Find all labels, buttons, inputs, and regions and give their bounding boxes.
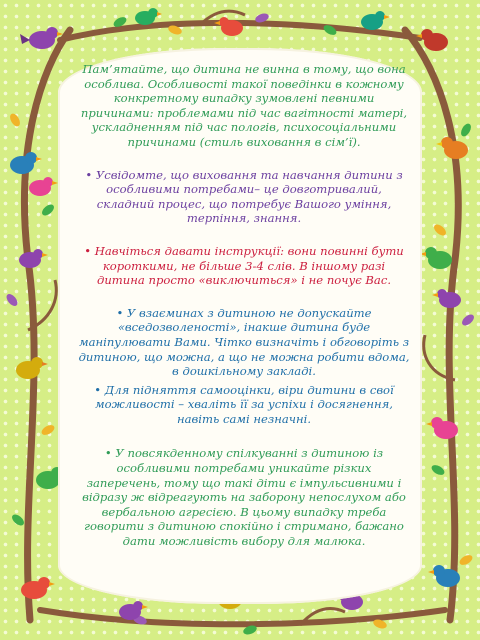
content	[78, 62, 410, 549]
paragraph-5: • Для підняття самооцінки, віри дитини в свої можливості – хваліть її за успіхи і досягнення, навіть самі незначні.	[78, 383, 410, 427]
paragraph-2: • Усвідомте, що виховання та навчання дитини з особливими потребами– це довготривалий, складний процес, що потребує Вашого уміння, терпіння, знання.	[78, 168, 410, 226]
paragraph-4: • У взаєминах з дитиною не допускайте «вседозволеності», інакше дитина буде маніпулювати Вами. Чітко визначіть і обговоріть з дитиною, що можна, а що не можна робити вдома, в дошкільному закладі.	[78, 306, 410, 379]
paragraph-3: • Навчіться давати інструкції: вони повинні бути короткими, не більше 3-4 слів. В іншому разі дитина просто «виключиться» і не почує Вас.	[78, 244, 410, 288]
paragraph-6: • У повсякденному спілкуванні з дитиною із особливими потребами уникайте різких заперечень, тому що такі діти є імпульсивними і відразу ж відреагують на заборону непослухом або вербальною агресією. В цьому випадку треба говорити з дитиною спокійно і стримано, бажано дати можливість вибору для малюка.	[78, 446, 410, 548]
paragraph-1: Пам’ятайте, що дитина не винна в тому, що вона особлива. Особливості такої поведінки в кожному конкретному випадку зумовлені певними причинами: проблемами під час вагітності матері, ускладненням під час пологів, психосоціальними причинами (стиль виховання в сім’ї).	[80, 62, 408, 149]
